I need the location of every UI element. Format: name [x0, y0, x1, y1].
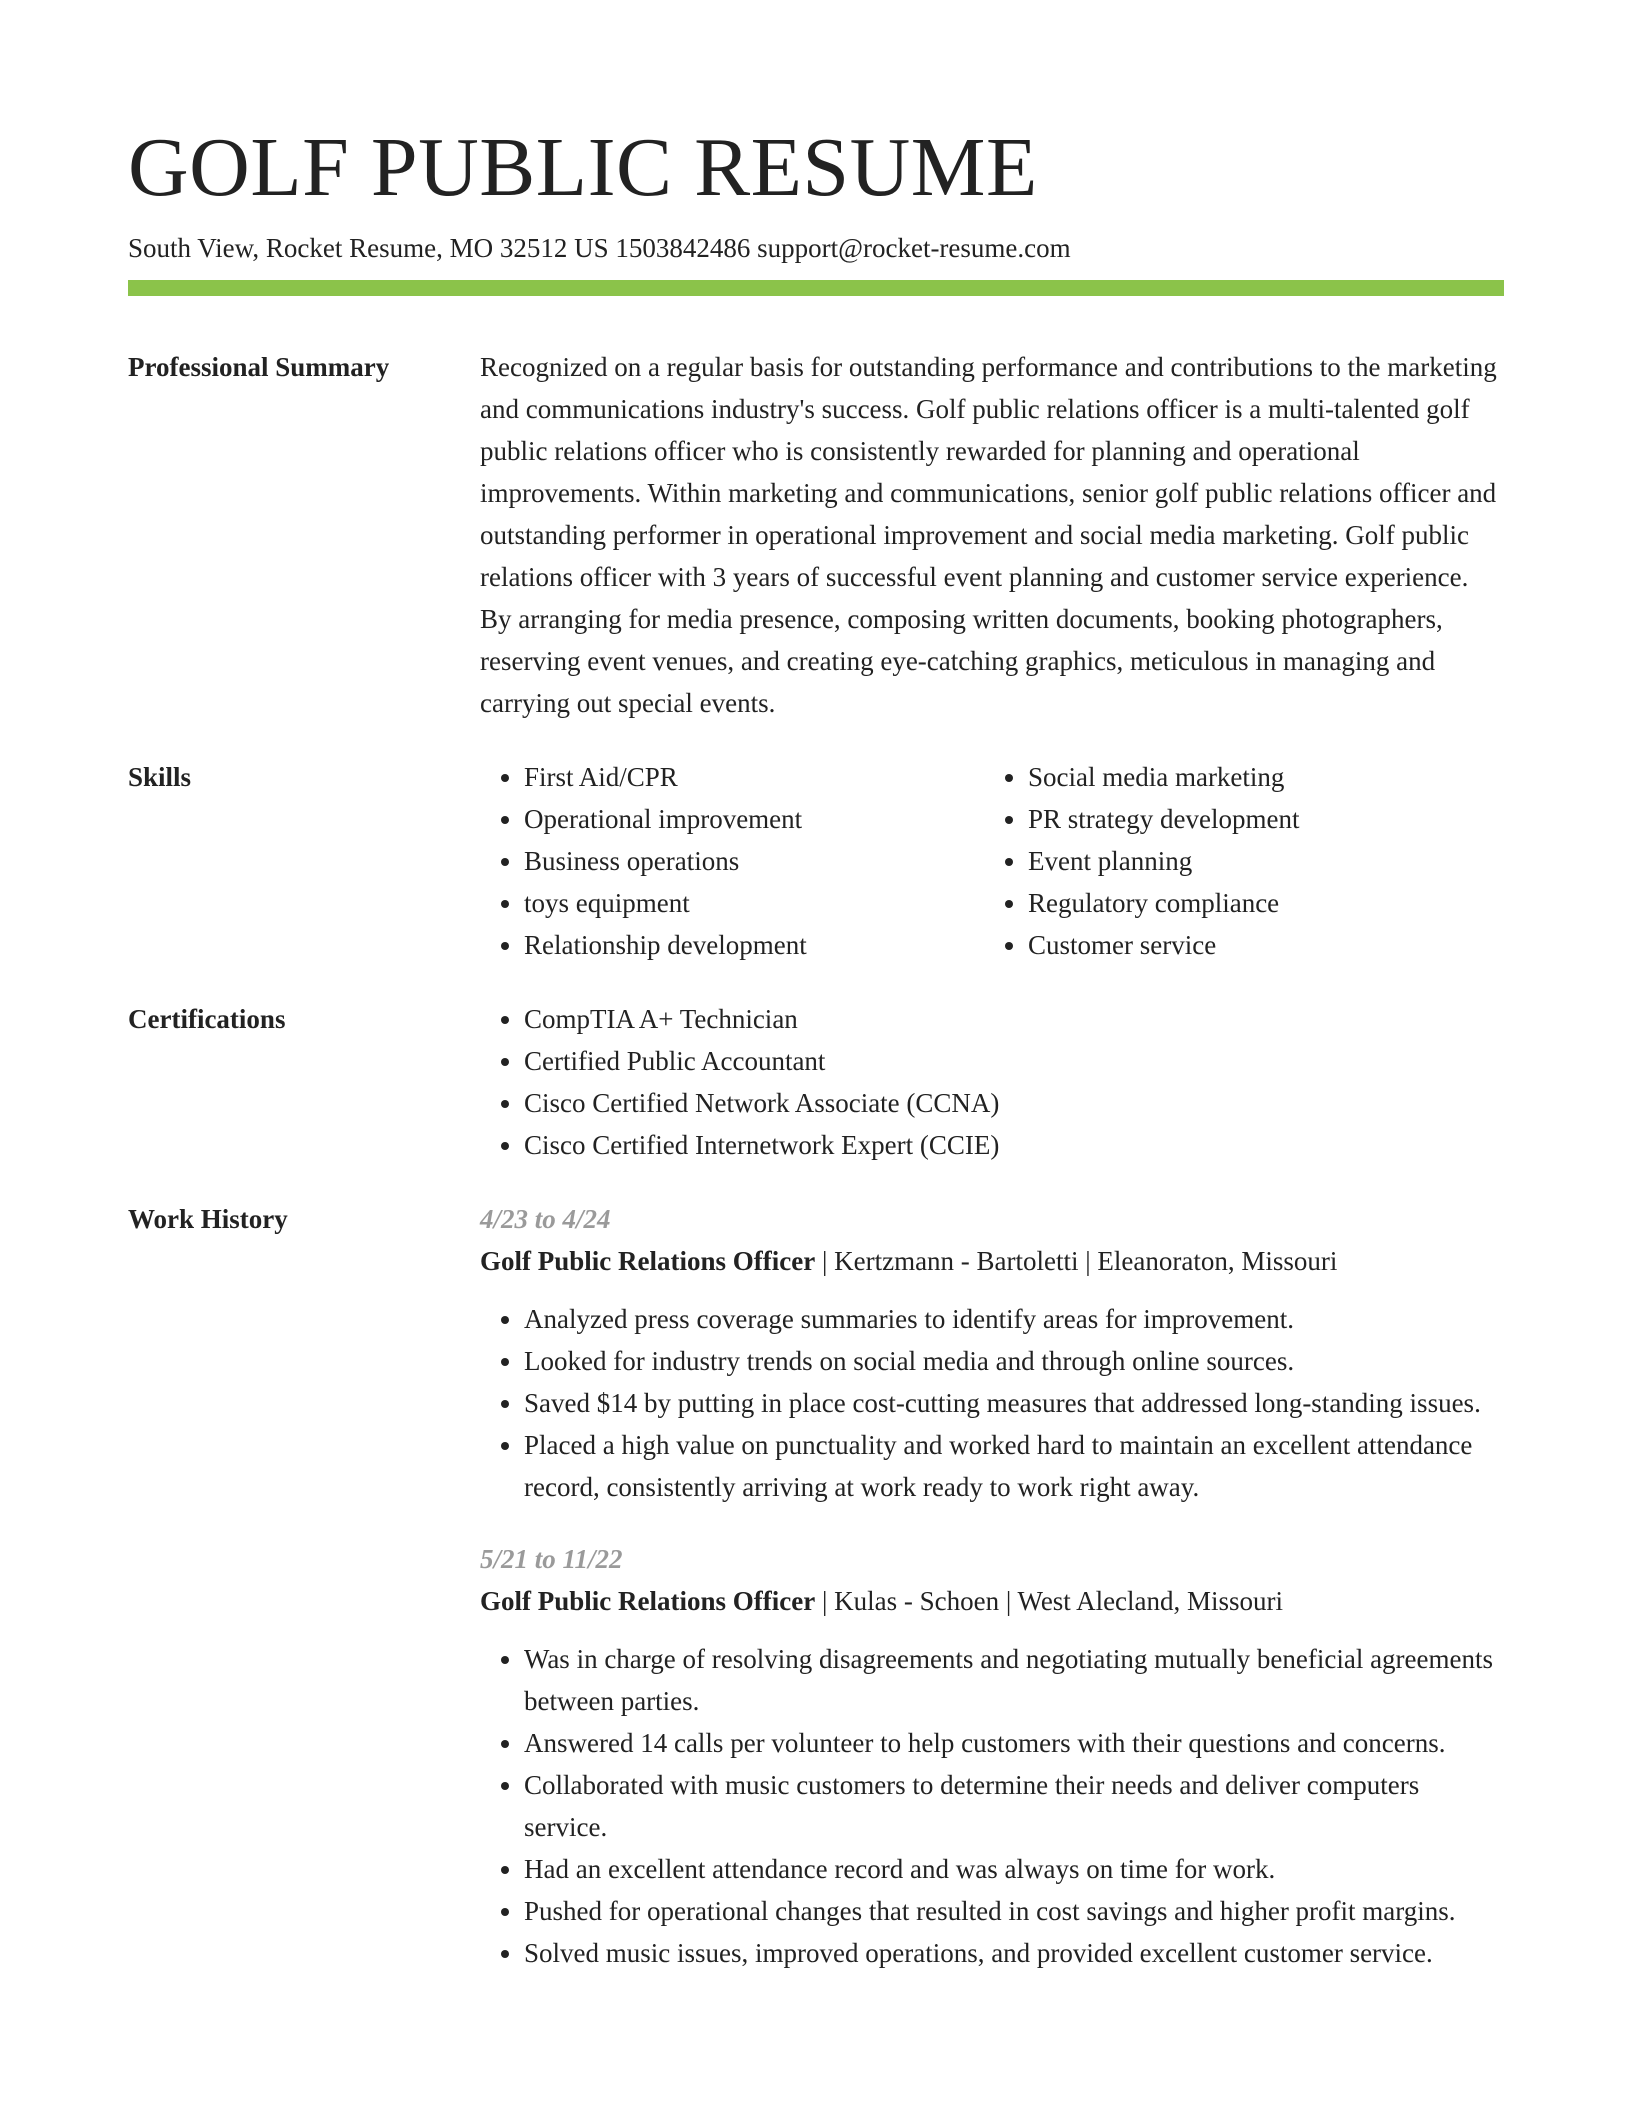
skill-item: • Social media marketing: [1028, 756, 1488, 798]
certifications-section: [128, 998, 1504, 1166]
skill-item: • Regulatory compliance: [1028, 882, 1488, 924]
certifications-list: [480, 998, 1504, 1166]
job-bullet: • Answered 14 calls per volunteer to help customers with their questions and concerns.: [524, 1722, 1504, 1764]
skill-item: • Relationship development: [524, 924, 984, 966]
skills-label: Skills: [128, 762, 192, 792]
resume-page: [128, 118, 1504, 1974]
job-bullet: • Saved $14 by putting in place cost-cutting measures that addressed long-standing issues.: [524, 1382, 1504, 1424]
work-history-section: [128, 1198, 1504, 1974]
job-bullet: • Analyzed press coverage summaries to identify areas for improvement.: [524, 1298, 1504, 1340]
job-dates: 4/23 to 4/24: [480, 1204, 611, 1234]
skill-item: • toys equipment: [524, 882, 984, 924]
job-entry: [480, 1538, 1504, 1974]
certification-item: • CompTIA A+ Technician: [524, 998, 1504, 1040]
accent-rule: [128, 280, 1504, 296]
job-bullet: • Was in charge of resolving disagreements and negotiating mutually beneficial agreements between parties.: [524, 1638, 1504, 1722]
resume-title: GOLF PUBLIC RESUME: [128, 121, 1038, 214]
job-bullets: [480, 1638, 1504, 1974]
skill-item: • Customer service: [1028, 924, 1488, 966]
skill-item: • Business operations: [524, 840, 984, 882]
certifications-label: Certifications: [128, 1004, 286, 1034]
job-heading: [480, 1240, 1504, 1282]
job-bullets: [480, 1298, 1504, 1508]
certification-item: • Certified Public Accountant: [524, 1040, 1504, 1082]
work-history-label: Work History: [128, 1204, 288, 1234]
skills-list-right: [984, 756, 1488, 966]
skills-list-left: [480, 756, 984, 966]
certification-item: • Cisco Certified Internetwork Expert (CCIE): [524, 1124, 1504, 1166]
job-bullet: • Pushed for operational changes that resulted in cost savings and higher profit margins.: [524, 1890, 1504, 1932]
skill-item: • Event planning: [1028, 840, 1488, 882]
summary-section: [128, 346, 1504, 724]
skill-item: • Operational improvement: [524, 798, 984, 840]
job-employer: | Kulas - Schoen | West Alecland, Missouri: [815, 1586, 1284, 1616]
skill-item: • PR strategy development: [1028, 798, 1488, 840]
job-heading: [480, 1580, 1504, 1622]
job-bullet: • Looked for industry trends on social media and through online sources.: [524, 1340, 1504, 1382]
job-title: Golf Public Relations Officer: [480, 1246, 816, 1276]
certification-item: • Cisco Certified Network Associate (CCNA): [524, 1082, 1504, 1124]
job-dates: 5/21 to 11/22: [480, 1544, 623, 1574]
job-title: Golf Public Relations Officer: [480, 1586, 816, 1616]
job-bullet: • Placed a high value on punctuality and worked hard to maintain an excellent attendance record, consistently arriving at work ready to work right away.: [524, 1424, 1504, 1508]
job-entry: [480, 1198, 1504, 1508]
skill-item: • First Aid/CPR: [524, 756, 984, 798]
job-bullet: • Solved music issues, improved operations, and provided excellent customer service.: [524, 1932, 1504, 1974]
job-bullet: • Had an excellent attendance record and was always on time for work.: [524, 1848, 1504, 1890]
skills-section: [128, 756, 1504, 966]
job-employer: | Kertzmann - Bartoletti | Eleanoraton, Missouri: [815, 1246, 1338, 1276]
summary-text: Recognized on a regular basis for outstanding performance and contributions to the marketing and communications industry's success. Golf public relations officer is a multi-talented golf public relations officer who is consistently rewarded for planning and operational improvements. Within marketing and communications, senior golf public relations officer and outstanding performer in operational improvement and social media marketing. Golf public relations officer with 3 years of successful event planning and customer service experience. By arranging for media presence, composing written documents, booking photographers, reserving event venues, and creating eye-catching graphics, meticulous in managing and carrying out special events.: [480, 352, 1497, 718]
summary-label: Professional Summary: [128, 352, 390, 382]
job-bullet: • Collaborated with music customers to determine their needs and deliver computers service.: [524, 1764, 1504, 1848]
contact-line: South View, Rocket Resume, MO 32512 US 1503842486 support@rocket-resume.com: [128, 233, 1071, 263]
